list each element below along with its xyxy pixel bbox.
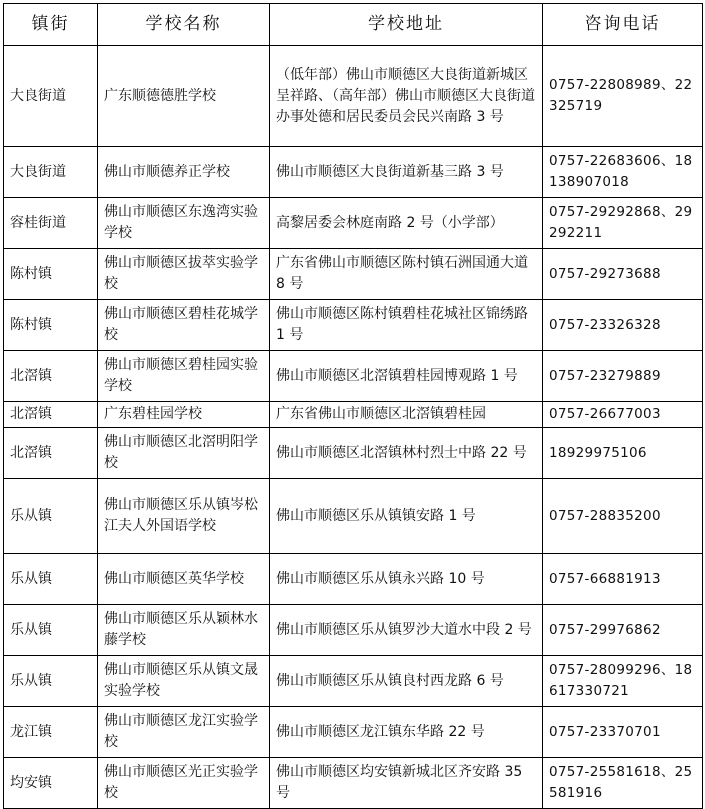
school-address-cell: 广东省佛山市顺德区陈村镇石洲国通大道 8 号	[270, 249, 543, 300]
town-cell: 乐从镇	[4, 554, 98, 605]
town-cell: 北滘镇	[4, 351, 98, 402]
school-address-cell: （低年部）佛山市顺德区大良街道新城区呈祥路、（高年部）佛山市顺德区大良街道办事处德和居民委员会民兴南路 3 号	[270, 46, 543, 147]
phone-cell: 0757-22683606、18138907018	[543, 147, 703, 198]
town-cell: 乐从镇	[4, 605, 98, 656]
phone-cell: 0757-22808989、22325719	[543, 46, 703, 147]
school-address-cell: 佛山市顺德区陈村镇碧桂花城社区锦绣路 1 号	[270, 300, 543, 351]
school-address-cell: 佛山市顺德区均安镇新城北区齐安路 35 号	[270, 758, 543, 809]
school-name-cell: 佛山市顺德区拔萃实验学校	[98, 249, 270, 300]
school-name-cell: 佛山市顺德区碧桂园实验学校	[98, 351, 270, 402]
town-cell: 北滘镇	[4, 428, 98, 479]
town-cell: 容桂街道	[4, 198, 98, 249]
phone-cell: 0757-29292868、29292211	[543, 198, 703, 249]
school-name-cell: 佛山市顺德区英华学校	[98, 554, 270, 605]
phone-cell: 0757-28835200	[543, 479, 703, 554]
school-address-cell: 佛山市顺德区乐从镇良村西龙路 6 号	[270, 656, 543, 707]
town-cell: 北滘镇	[4, 402, 98, 428]
town-cell: 大良街道	[4, 147, 98, 198]
town-cell: 陈村镇	[4, 249, 98, 300]
phone-cell: 0757-29976862	[543, 605, 703, 656]
town-cell: 陈村镇	[4, 300, 98, 351]
table-row	[4, 479, 703, 554]
school-name-cell: 广东顺德德胜学校	[98, 46, 270, 147]
phone-cell: 0757-26677003	[543, 402, 703, 428]
header-phone: 咨询电话	[543, 4, 703, 46]
town-cell: 乐从镇	[4, 479, 98, 554]
school-address-cell: 佛山市顺德区乐从镇罗沙大道水中段 2 号	[270, 605, 543, 656]
table-row	[4, 707, 703, 758]
phone-cell: 0757-23279889	[543, 351, 703, 402]
school-address-cell: 广东省佛山市顺德区北滘镇碧桂园	[270, 402, 543, 428]
school-name-cell: 佛山市顺德区龙江实验学校	[98, 707, 270, 758]
school-name-cell: 佛山市顺德区光正实验学校	[98, 758, 270, 809]
school-name-cell: 广东碧桂园学校	[98, 402, 270, 428]
school-address-cell: 佛山市顺德区大良街道新基三路 3 号	[270, 147, 543, 198]
town-cell: 大良街道	[4, 46, 98, 147]
town-cell: 均安镇	[4, 758, 98, 809]
school-name-cell: 佛山市顺德区北滘明阳学校	[98, 428, 270, 479]
table-row	[4, 198, 703, 249]
school-name-cell: 佛山市顺德区东逸湾实验学校	[98, 198, 270, 249]
school-name-cell: 佛山市顺德区碧桂花城学校	[98, 300, 270, 351]
header-row	[4, 4, 703, 46]
phone-cell: 0757-23326328	[543, 300, 703, 351]
school-name-cell: 佛山市顺德区乐从镇岑松江夫人外国语学校	[98, 479, 270, 554]
school-name-cell: 佛山市顺德区乐从镇文晟实验学校	[98, 656, 270, 707]
table-row	[4, 147, 703, 198]
phone-cell: 0757-66881913	[543, 554, 703, 605]
school-address-cell: 佛山市顺德区乐从镇永兴路 10 号	[270, 554, 543, 605]
header-school-name: 学校名称	[98, 4, 270, 46]
school-address-cell: 佛山市顺德区乐从镇镇安路 1 号	[270, 479, 543, 554]
school-table	[3, 3, 703, 809]
table-row	[4, 351, 703, 402]
school-address-cell: 佛山市顺德区北滘镇碧桂园博观路 1 号	[270, 351, 543, 402]
phone-cell: 0757-25581618、25581916	[543, 758, 703, 809]
header-school-address: 学校地址	[270, 4, 543, 46]
phone-cell: 0757-28099296、18617330721	[543, 656, 703, 707]
table-row	[4, 554, 703, 605]
table-row	[4, 402, 703, 428]
table-row	[4, 605, 703, 656]
phone-cell: 0757-29273688	[543, 249, 703, 300]
town-cell: 龙江镇	[4, 707, 98, 758]
school-address-cell: 佛山市顺德区龙江镇东华路 22 号	[270, 707, 543, 758]
town-cell: 乐从镇	[4, 656, 98, 707]
school-address-cell: 高黎居委会林庭南路 2 号（小学部）	[270, 198, 543, 249]
table-row	[4, 428, 703, 479]
table-row	[4, 300, 703, 351]
table-row	[4, 46, 703, 147]
header-town: 镇街	[4, 4, 98, 46]
school-address-cell: 佛山市顺德区北滘镇林村烈士中路 22 号	[270, 428, 543, 479]
table-row	[4, 656, 703, 707]
table-row	[4, 249, 703, 300]
table-row	[4, 758, 703, 809]
school-name-cell: 佛山市顺德区乐从颖林水藤学校	[98, 605, 270, 656]
phone-cell: 18929975106	[543, 428, 703, 479]
school-name-cell: 佛山市顺德养正学校	[98, 147, 270, 198]
phone-cell: 0757-23370701	[543, 707, 703, 758]
